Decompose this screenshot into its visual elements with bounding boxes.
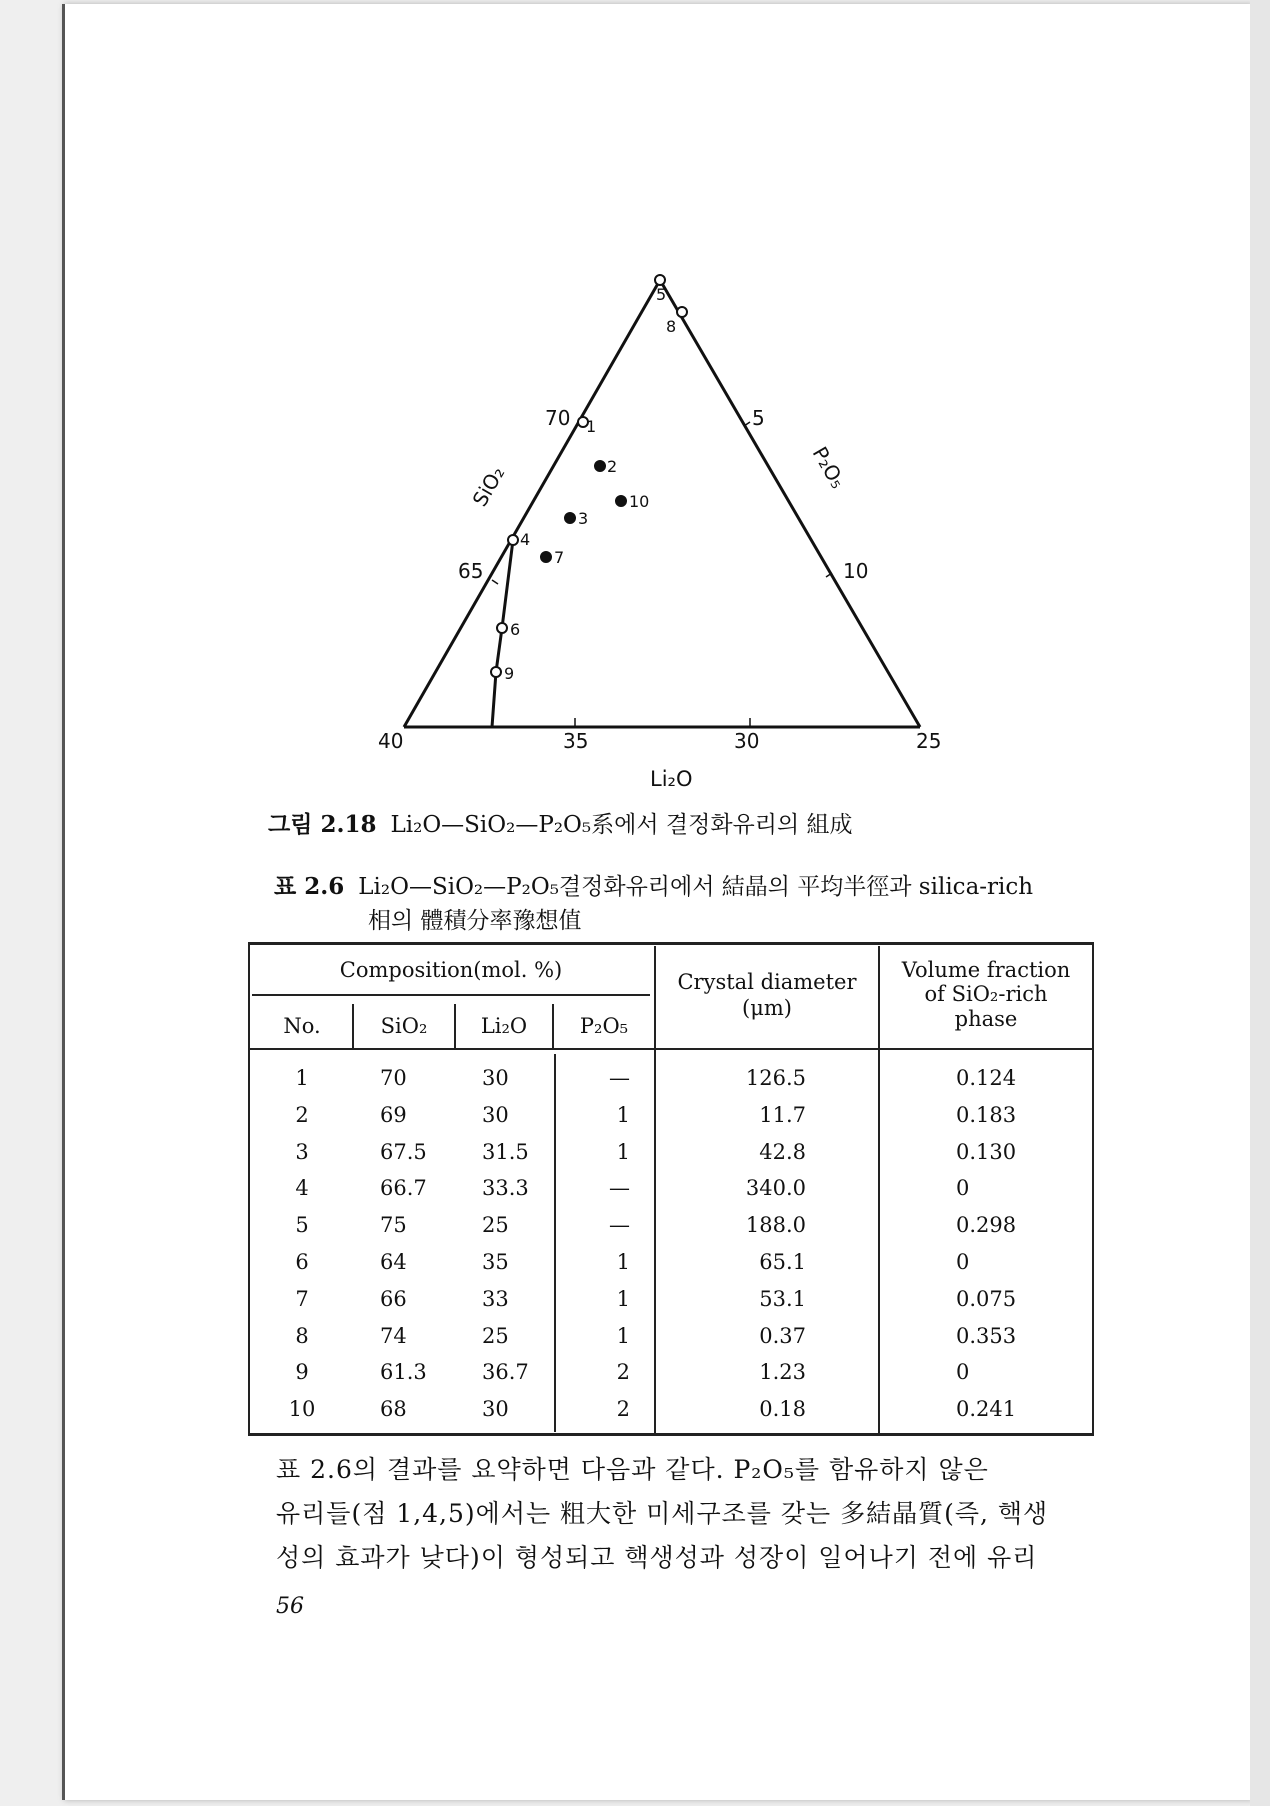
point-label-10: 10 [629, 492, 650, 511]
header-diameter-1: Crystal diameter [677, 970, 857, 994]
table-caption-line2: 相의 體積分率豫想值 [368, 908, 582, 934]
table-cell-li2o: 30 [482, 1397, 509, 1422]
table-cell-li2o: 33.3 [482, 1176, 529, 1201]
header-p2o5: P₂O₅ [579, 1014, 629, 1038]
point-2 [595, 461, 605, 471]
axis-label-sio2: SiO₂ [467, 462, 510, 511]
table-cell-sio2: 64 [380, 1250, 407, 1274]
table-caption-line1: Li₂O—SiO₂—P₂O₅결정화유리에서 結晶의 平均半徑과 silica-rich [358, 874, 1034, 900]
table-cell-p2o5: — [609, 1213, 630, 1238]
point-label-4: 4 [520, 530, 531, 549]
table-cell-p2o5: — [609, 1066, 630, 1090]
figure-caption-text: Li₂O—SiO₂—P₂O₅系에서 결정화유리의 組成 [390, 812, 853, 838]
table-cell-li2o: 30 [482, 1066, 509, 1090]
table-cell-p2o5: 2 [616, 1397, 630, 1422]
table-cell-li2o: 30 [482, 1102, 509, 1127]
point-label-1: 1 [586, 417, 597, 436]
table-cell-li2o: 35 [482, 1250, 509, 1274]
point-6 [497, 623, 507, 633]
header-no: No. [283, 1014, 321, 1038]
table-cell-sio2: 61.3 [380, 1360, 427, 1385]
table-cell-no: 4 [295, 1176, 309, 1201]
table-cell-no: 7 [295, 1286, 309, 1311]
table-cell-li2o: 33 [482, 1286, 509, 1311]
left-tick-65: 65 [458, 559, 484, 583]
table-cell-sio2: 69 [380, 1102, 407, 1127]
body-text-line1: 표 2.6의 결과를 요약하면 다음과 같다. P₂O₅를 함유하지 않은 [276, 1455, 989, 1484]
point-10 [616, 496, 626, 506]
point-label-3: 3 [578, 509, 589, 528]
point-label-9: 9 [504, 664, 515, 683]
figure-caption [268, 806, 853, 839]
table-cell-p2o5: 1 [616, 1250, 630, 1274]
point-label-2: 2 [607, 457, 618, 476]
table-cell-diameter: 42.8 [759, 1139, 806, 1164]
point-3 [565, 513, 575, 523]
point-4 [508, 535, 518, 545]
table-cell-li2o: 25 [482, 1323, 509, 1348]
table-cell-volume: 0.298 [956, 1213, 1017, 1238]
axis-label-p2o5: P₂O₅ [807, 442, 851, 493]
table-cell-p2o5: 1 [616, 1286, 630, 1311]
left-tick-70: 70 [545, 406, 571, 430]
right-tick-5: 5 [752, 406, 765, 430]
header-volume-1: Volume fraction [901, 958, 1071, 982]
point-8 [677, 307, 687, 317]
table-cell-p2o5: — [609, 1176, 630, 1201]
data-points [491, 275, 687, 677]
bottom-tick-40: 40 [378, 729, 404, 753]
table-cell-diameter: 1.23 [759, 1360, 806, 1385]
table-cell-volume: 0 [956, 1250, 970, 1274]
table-cell-volume: 0.241 [956, 1397, 1017, 1422]
table-cell-sio2: 74 [380, 1323, 407, 1348]
point-9 [491, 667, 501, 677]
point-label-8: 8 [666, 317, 677, 336]
page-number: 56 [276, 1594, 304, 1619]
table-cell-p2o5: 2 [616, 1360, 630, 1385]
table-cell-diameter: 11.7 [759, 1102, 806, 1127]
table-caption-number: 표 2.6 [274, 873, 345, 900]
table-cell-diameter: 0.18 [759, 1397, 806, 1422]
table-cell-li2o: 31.5 [482, 1139, 529, 1164]
table-cell-sio2: 66.7 [380, 1176, 427, 1201]
header-composition: Composition(mol. %) [339, 958, 563, 982]
table-cell-sio2: 66 [380, 1286, 407, 1311]
table-cell-volume: 0.353 [956, 1323, 1017, 1348]
table-cell-diameter: 65.1 [759, 1250, 806, 1274]
table-cell-diameter: 53.1 [759, 1286, 806, 1311]
table-cell-no: 1 [295, 1066, 309, 1090]
header-sio2: SiO₂ [380, 1014, 428, 1038]
header-volume-3: phase [954, 1007, 1018, 1031]
point-5 [655, 275, 665, 285]
tick-marks [492, 422, 832, 727]
table-cell-no: 3 [295, 1139, 309, 1164]
point-7 [541, 552, 551, 562]
table-cell-volume: 0.075 [956, 1286, 1017, 1311]
table-cell-volume: 0.130 [956, 1139, 1017, 1164]
table-cell-li2o: 36.7 [482, 1360, 529, 1385]
table-cell-p2o5: 1 [616, 1102, 630, 1127]
point-label-6: 6 [510, 620, 521, 639]
header-group-rule [252, 994, 650, 996]
table-cell-no: 5 [295, 1213, 309, 1238]
table-cell-sio2: 75 [380, 1213, 407, 1238]
table-cell-volume: 0 [956, 1176, 970, 1201]
table-cell-diameter: 0.37 [759, 1323, 806, 1348]
table-caption [274, 868, 1033, 901]
table-cell-no: 6 [295, 1250, 309, 1274]
table-cell-sio2: 67.5 [380, 1139, 427, 1164]
table-cell-li2o: 25 [482, 1213, 509, 1238]
header-volume-2: of SiO₂-rich [924, 982, 1048, 1006]
table-cell-no: 2 [295, 1102, 309, 1127]
right-tick-10: 10 [843, 559, 869, 583]
body-text-line2: 유리들(점 1,4,5)에서는 粗大한 미세구조를 갖는 多結晶質(즉, 핵생 [276, 1499, 1049, 1528]
bottom-tick-35: 35 [563, 729, 589, 753]
table-cell-volume: 0 [956, 1360, 970, 1385]
table-cell-sio2: 68 [380, 1397, 407, 1422]
table-cell-diameter: 340.0 [745, 1176, 806, 1201]
bottom-tick-30: 30 [734, 729, 760, 753]
header-li2o: Li₂O [480, 1014, 528, 1038]
point-label-5: 5 [656, 285, 667, 304]
table-cell-volume: 0.124 [956, 1066, 1017, 1090]
table-cell-diameter: 188.0 [745, 1213, 806, 1238]
table-cell-diameter: 126.5 [745, 1066, 806, 1090]
header-bottom-rule [250, 1048, 1092, 1050]
table-cell-sio2: 70 [380, 1066, 407, 1090]
table-cell-no: 9 [295, 1360, 309, 1385]
body-text-line3: 성의 효과가 낮다)이 형성되고 핵생성과 성장이 일어나기 전에 유리 [276, 1543, 1038, 1572]
table-cell-volume: 0.183 [956, 1102, 1017, 1127]
table-cell-no: 10 [288, 1397, 316, 1422]
table-cell-no: 8 [295, 1323, 309, 1348]
table-cell-p2o5: 1 [616, 1323, 630, 1348]
ternary-diagram [0, 0, 1270, 800]
axis-title-li2o: Li₂O [650, 767, 693, 791]
figure-caption-number: 그림 2.18 [268, 811, 377, 838]
point-label-7: 7 [554, 548, 565, 567]
bottom-tick-25: 25 [916, 729, 942, 753]
table-cell-p2o5: 1 [616, 1139, 630, 1164]
header-diameter-2: (μm) [742, 996, 792, 1020]
